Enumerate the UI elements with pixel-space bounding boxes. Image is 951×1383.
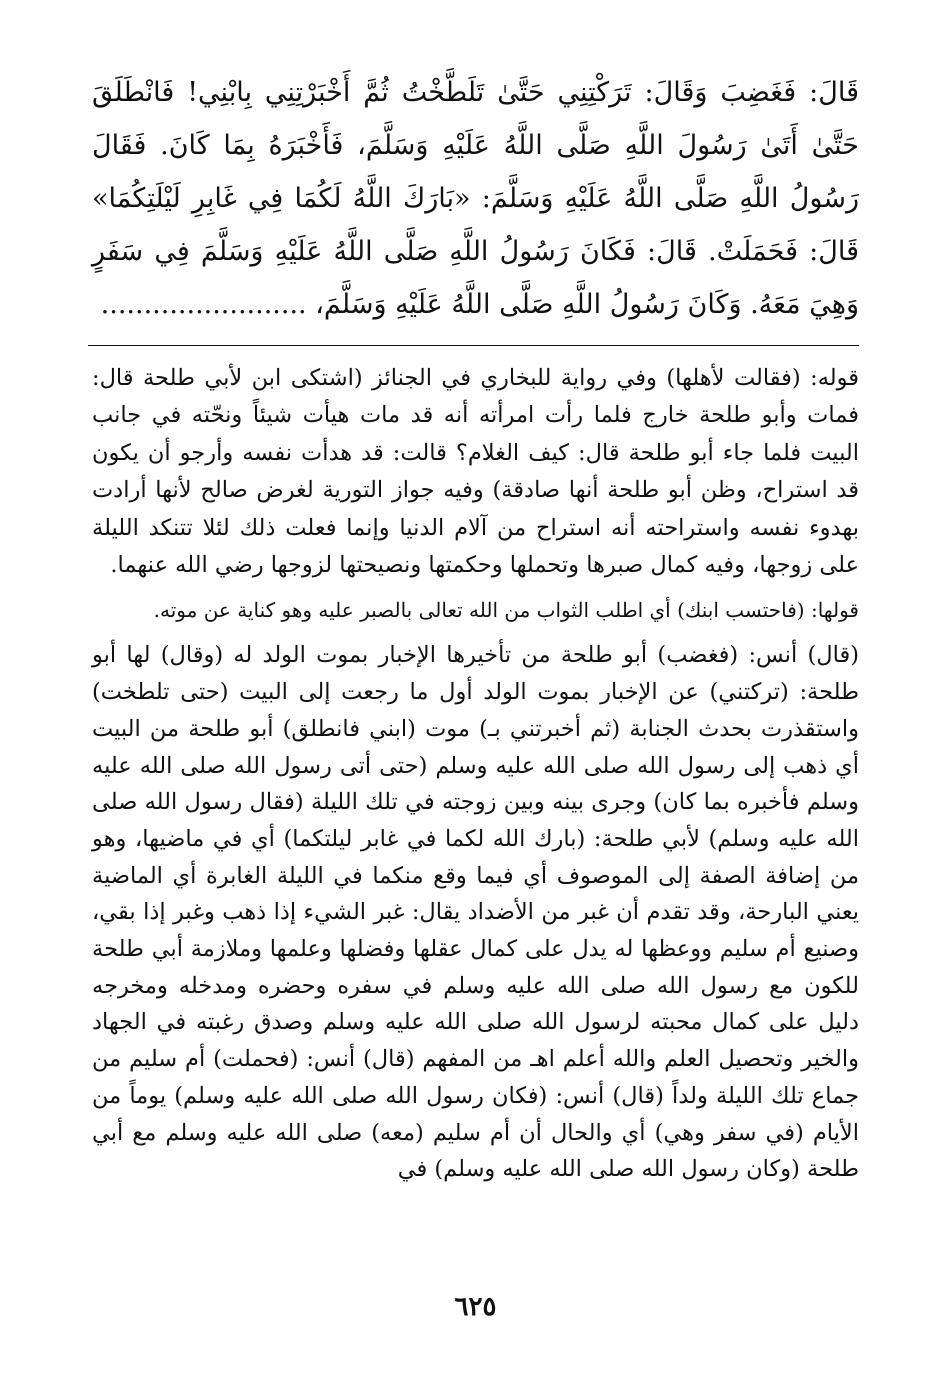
commentary-paragraph-2: قولها: (فاحتسب ابنك) أي اطلب الثواب من الله تعالى بالصبر عليه وهو كناية عن موته. <box>153 598 859 623</box>
hadith-text <box>92 66 859 331</box>
commentary-paragraph-1: قوله: (فقالت لأهلها) وفي رواية للبخاري في الجنائز (اشتكى ابن لأبي طلحة قال: فمات وأبو طلحة خارج فلما رأت امرأته أنه قد مات هيأت شيئاً ونحّته في جانب البيت فلما جاء أبو طلحة قال: كيف الغلام؟ قالت: قد هدأت نفسه وأرجو أن يكون قد استراح، وظن أبو طلحة أنها صادقة) وفيه جواز التورية لغرض صالح لأنها أرادت بهدوء نفسه واستراحته أنه استراح من آلام الدنيا وإنما فعلت ذلك لئلا تتنكد الليلة على زوجها، وفيه كمال صبرها وتحملها وحكمتها ونصيحتها لزوجها رضي الله عنهما. <box>92 365 859 579</box>
hadith-paragraph: قَالَ: فَغَضِبَ وَقَالَ: تَرَكْتِنِي حَتَّىٰ تَلَطَّخْتُ ثُمَّ أَخْبَرْتِنِي بِابْنِي! فَانْطَلَقَ حَتَّىٰ أَتَىٰ رَسُولَ اللَّهِ صَلَّى اللَّهُ عَلَيْهِ وَسَلَّمَ، فَأَخْبَرَهُ بِمَا كَانَ. فَقَالَ رَسُولُ اللَّهِ صَلَّى اللَّهُ عَلَيْهِ وَسَلَّمَ: «بَارَكَ اللَّهُ لَكُمَا فِي غَابِرِ لَيْلَتِكُمَا» قَالَ: فَحَمَلَتْ. قَالَ: فَكَانَ رَسُولُ اللَّهِ صَلَّى اللَّهُ عَلَيْهِ وَسَلَّمَ فِي سَفَرٍ وَهِيَ مَعَهُ. وَكَانَ رَسُولُ اللَّهِ صَلَّى اللَّهُ عَلَيْهِ وَسَلَّمَ، ........................ <box>92 77 859 320</box>
commentary-section <box>92 360 859 1188</box>
page-number: ٦٢٥ <box>454 1292 497 1322</box>
commentary-paragraph-3: (قال) أنس: (فغضب) أبو طلحة من تأخيرها الإخبار بموت الولد له (وقال) لها أبو طلحة: (تركتني) عن الإخبار بموت الولد أول ما رجعت إلى البيت (حتى تلطخت) واستقذرت بحدث الجنابة (ثم أخبرتني بـ) موت (ابني فانطلق) أبو طلحة من البيت أي ذهب إلى رسول الله صلى الله عليه وسلم (حتى أتى رسول الله صلى الله عليه وسلم فأخبره بما كان) وجرى بينه وبين زوجته في تلك الليلة (فقال رسول الله صلى الله عليه وسلم) لأبي طلحة: (بارك الله لكما في غابر ليلتكما) أي في ماضيها، وهو من إضافة الصفة إلى الموصوف أي فيما وقع منكما في الليلة الغابرة أي الماضية يعني البارحة، وقد تقدم أن غبر من الأضداد يقال: غبر الشيء إذا ذهب وغبر إذا بقي، وصنيع أم سليم ووعظها له يدل على كمال عقلها وفضلها وعلمها وملازمة أبي طلحة للكون مع رسول الله صلى الله عليه وسلم في سفره وحضره ومدخله ومخرجه دليل على كمال محبته لرسول الله صلى الله عليه وسلم وصدق رغبته في الجهاد والخير وتحصيل العلم والله أعلم اهـ من المفهم (قال) أنس: (فحملت) أم سليم من جماع تلك الليلة ولداً (قال) أنس: (فكان رسول الله صلى الله عليه وسلم) يوماً من الأيام (في سفر وهي) أي والحال أن أم سليم (معه) صلى الله عليه وسلم مع أبي طلحة (وكان رسول الله صلى الله عليه وسلم) في <box>92 642 859 1183</box>
footnote-separator <box>88 345 859 346</box>
